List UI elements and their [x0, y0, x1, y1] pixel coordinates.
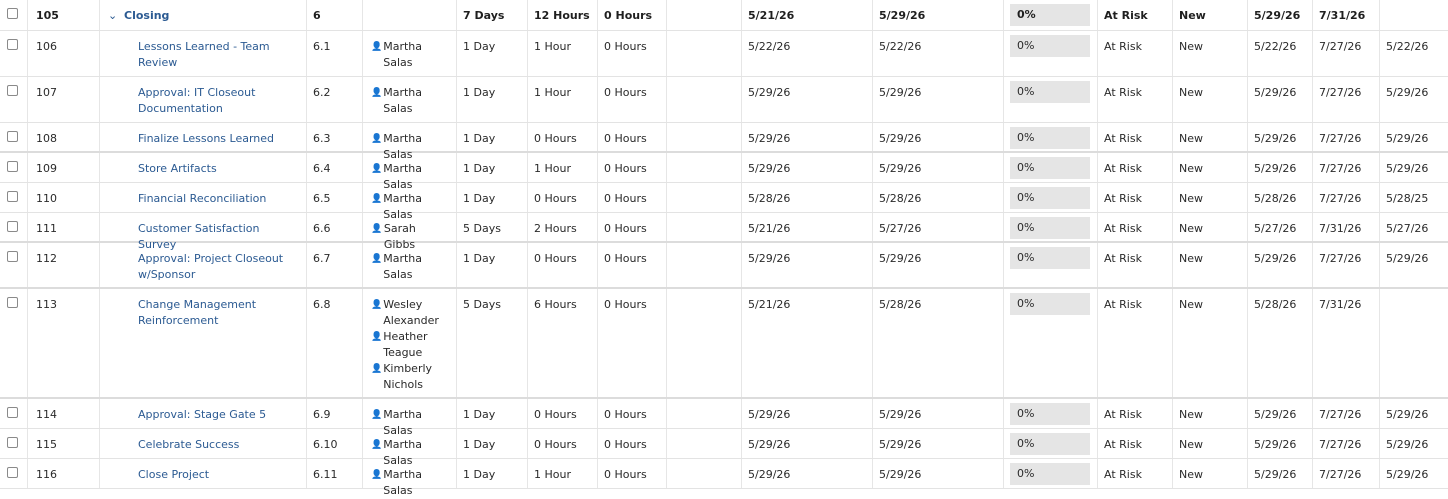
- wbs-number: 6.6: [307, 213, 363, 241]
- progress-cell[interactable]: [1004, 153, 1098, 182]
- status[interactable]: New: [1173, 399, 1248, 428]
- person-icon: 👤: [371, 134, 383, 144]
- duration[interactable]: 1 Day: [457, 243, 528, 287]
- finish-date[interactable]: 5/29/26: [873, 243, 1004, 287]
- status[interactable]: New: [1173, 77, 1248, 122]
- task-number: 107: [28, 77, 100, 122]
- assignee[interactable]: [371, 467, 450, 499]
- planned-start: 5/29/26: [1248, 123, 1313, 151]
- status[interactable]: New: [1173, 123, 1248, 151]
- duration[interactable]: 5 Days: [457, 213, 528, 241]
- start-date[interactable]: 5/29/26: [742, 77, 873, 122]
- chevron-down-icon[interactable]: ⌄: [108, 9, 118, 22]
- task-name-cell[interactable]: [100, 77, 307, 122]
- condition: At Risk: [1098, 77, 1173, 122]
- planned-hours[interactable]: 1 Hour: [528, 77, 598, 122]
- actual-hours[interactable]: 0 Hours: [598, 31, 667, 76]
- wbs-number: 6.4: [307, 153, 363, 182]
- row-checkbox[interactable]: [7, 39, 18, 50]
- finish-date[interactable]: 5/22/26: [873, 31, 1004, 76]
- progress-bar[interactable]: 0%: [1010, 157, 1090, 179]
- progress-bar[interactable]: 0%: [1010, 247, 1090, 269]
- assignee-name[interactable]: Wesley Alexander: [383, 298, 439, 327]
- start-date[interactable]: 5/29/26: [742, 459, 873, 488]
- task-name-cell[interactable]: [100, 459, 307, 488]
- table-row[interactable]: [0, 213, 1448, 251]
- assignee-name[interactable]: Martha Salas: [383, 468, 422, 497]
- actual-hours[interactable]: 0 Hours: [598, 289, 667, 397]
- finish-date[interactable]: 5/28/26: [873, 289, 1004, 397]
- assignee-name[interactable]: Heather Teague: [383, 330, 428, 359]
- actual-hours[interactable]: 0 Hours: [598, 399, 667, 428]
- planned-end: 7/27/26: [1313, 183, 1380, 212]
- assigned-to[interactable]: [363, 459, 457, 497]
- task-name-link[interactable]: Customer Satisfaction Survey: [138, 222, 260, 251]
- progress-cell[interactable]: [1004, 0, 1098, 30]
- duration[interactable]: 5 Days: [457, 289, 528, 397]
- finish-date[interactable]: 5/29/26: [873, 153, 1004, 182]
- assigned-to[interactable]: [363, 123, 457, 161]
- table-row[interactable]: [0, 31, 1448, 77]
- planned-hours[interactable]: 0 Hours: [528, 399, 598, 428]
- planned-hours[interactable]: 0 Hours: [528, 429, 598, 458]
- row-checkbox-cell[interactable]: [0, 153, 28, 182]
- assigned-to[interactable]: [363, 153, 457, 191]
- progress-cell[interactable]: [1004, 289, 1098, 397]
- start-date[interactable]: 5/29/26: [742, 429, 873, 458]
- planned-end: 7/27/26: [1313, 153, 1380, 182]
- progress-cell[interactable]: [1004, 399, 1098, 428]
- assigned-to[interactable]: [363, 213, 457, 251]
- row-checkbox-cell[interactable]: [0, 123, 28, 151]
- empty-column: [667, 153, 742, 182]
- person-icon: 👤: [371, 224, 383, 234]
- condition: At Risk: [1098, 31, 1173, 76]
- condition: At Risk: [1098, 243, 1173, 287]
- projected-date: 5/29/26: [1386, 162, 1429, 175]
- table-row[interactable]: [0, 429, 1448, 467]
- group-row[interactable]: [0, 0, 1448, 31]
- row-checkbox-cell[interactable]: [0, 213, 28, 241]
- table-row[interactable]: [0, 183, 1448, 221]
- task-name-link[interactable]: Approval: Stage Gate 5: [138, 408, 267, 421]
- status[interactable]: New: [1173, 429, 1248, 458]
- task-number: 110: [28, 183, 100, 212]
- empty-column: [667, 123, 742, 151]
- planned-end: 7/31/26: [1313, 213, 1380, 241]
- task-name-cell[interactable]: [100, 31, 307, 76]
- projected-date: 5/29/26: [1386, 86, 1429, 99]
- progress-bar[interactable]: 0%: [1010, 4, 1090, 26]
- finish-date[interactable]: 5/27/26: [873, 213, 1004, 241]
- planned-end: 7/27/26: [1313, 123, 1380, 151]
- planned-start: 5/22/26: [1248, 31, 1313, 76]
- person-icon: 👤: [371, 410, 383, 420]
- start-date[interactable]: 5/29/26: [742, 153, 873, 182]
- projected-date: 5/29/26: [1386, 468, 1429, 481]
- task-name-cell[interactable]: [100, 289, 307, 397]
- condition: At Risk: [1098, 289, 1173, 397]
- table-row[interactable]: [0, 123, 1448, 161]
- row-checkbox[interactable]: [7, 467, 18, 478]
- status[interactable]: New: [1173, 183, 1248, 212]
- duration[interactable]: 1 Day: [457, 429, 528, 458]
- row-checkbox[interactable]: [7, 161, 18, 172]
- empty-column: [667, 243, 742, 287]
- task-name-link[interactable]: Close Project: [138, 468, 210, 481]
- planned-hours[interactable]: 0 Hours: [528, 123, 598, 151]
- duration[interactable]: 1 Day: [457, 31, 528, 76]
- task-name-cell[interactable]: [100, 123, 307, 151]
- task-name-link[interactable]: Store Artifacts: [138, 162, 217, 175]
- task-number: 112: [28, 243, 100, 287]
- task-name-link[interactable]: Finalize Lessons Learned: [138, 132, 275, 145]
- progress-bar[interactable]: 0%: [1010, 293, 1090, 315]
- planned-end: 7/27/26: [1313, 399, 1380, 428]
- assignee[interactable]: [371, 251, 450, 283]
- person-icon: 👤: [371, 88, 383, 98]
- status[interactable]: New: [1173, 459, 1248, 488]
- start-date[interactable]: 5/29/26: [742, 243, 873, 287]
- row-checkbox[interactable]: [7, 85, 18, 96]
- duration[interactable]: 1 Day: [457, 459, 528, 488]
- empty-column: [667, 31, 742, 76]
- empty-column: [667, 77, 742, 122]
- finish-date[interactable]: 5/29/26: [873, 77, 1004, 122]
- empty-column: [667, 0, 742, 30]
- assignee-name[interactable]: Martha Salas: [383, 40, 422, 69]
- finish-date[interactable]: 5/29/26: [873, 429, 1004, 458]
- planned-start: 5/29/26: [1248, 459, 1313, 488]
- task-number: 115: [28, 429, 100, 458]
- actual-hours[interactable]: 0 Hours: [598, 243, 667, 287]
- row-checkbox-cell[interactable]: [0, 77, 28, 122]
- planned-end: 7/27/26: [1313, 429, 1380, 458]
- assignee[interactable]: [371, 361, 450, 393]
- actual-hours[interactable]: 0 Hours: [598, 77, 667, 122]
- assigned-to[interactable]: [363, 243, 457, 287]
- assigned-to[interactable]: [363, 183, 457, 221]
- wbs-number: 6.5: [307, 183, 363, 212]
- planned-start: 5/29/26: [1248, 0, 1313, 30]
- finish-date[interactable]: 5/29/26: [873, 0, 1004, 30]
- planned-hours[interactable]: 2 Hours: [528, 213, 598, 241]
- person-icon: 👤: [371, 42, 383, 52]
- task-name-cell[interactable]: [100, 183, 307, 212]
- duration[interactable]: 1 Day: [457, 123, 528, 151]
- row-checkbox-cell[interactable]: [0, 31, 28, 76]
- person-icon: 👤: [371, 470, 383, 480]
- wbs-number: 6.1: [307, 31, 363, 76]
- wbs-number: 6.8: [307, 289, 363, 397]
- assignee[interactable]: [371, 39, 450, 71]
- planned-end: 7/27/26: [1313, 243, 1380, 287]
- start-date[interactable]: 5/29/26: [742, 123, 873, 151]
- assignee-name[interactable]: Kimberly Nichols: [383, 362, 433, 391]
- progress-cell[interactable]: [1004, 31, 1098, 76]
- wbs-number: 6.7: [307, 243, 363, 287]
- task-number: 108: [28, 123, 100, 151]
- task-name-cell[interactable]: [100, 213, 307, 251]
- row-checkbox[interactable]: [7, 251, 18, 262]
- row-checkbox-cell[interactable]: [0, 0, 28, 30]
- row-checkbox[interactable]: [7, 221, 18, 232]
- task-number: 109: [28, 153, 100, 182]
- assignee-name[interactable]: Martha Salas: [383, 438, 422, 467]
- person-icon: 👤: [371, 332, 383, 342]
- progress-cell[interactable]: [1004, 243, 1098, 287]
- condition: At Risk: [1098, 399, 1173, 428]
- planned-end: 7/27/26: [1313, 31, 1380, 76]
- planned-end: 7/31/26: [1313, 289, 1380, 397]
- wbs-number: 6: [307, 0, 363, 30]
- progress-cell[interactable]: [1004, 459, 1098, 488]
- condition: At Risk: [1098, 213, 1173, 241]
- status[interactable]: New: [1173, 0, 1248, 30]
- progress-bar[interactable]: 0%: [1010, 403, 1090, 425]
- task-name-link[interactable]: Approval: IT Closeout Documentation: [138, 86, 256, 115]
- planned-start: 5/28/26: [1248, 183, 1313, 212]
- table-row[interactable]: [0, 289, 1448, 399]
- table-row[interactable]: [0, 153, 1448, 191]
- assignee-name[interactable]: Martha Salas: [383, 192, 422, 221]
- person-icon: 👤: [371, 364, 383, 374]
- progress-bar[interactable]: 0%: [1010, 127, 1090, 149]
- planned-hours[interactable]: 0 Hours: [528, 183, 598, 212]
- progress-bar[interactable]: 0%: [1010, 463, 1090, 485]
- task-name-link[interactable]: Lessons Learned - Team Review: [138, 40, 270, 69]
- row-checkbox-cell[interactable]: [0, 429, 28, 458]
- planned-start: 5/29/26: [1248, 399, 1313, 428]
- empty-column: [667, 429, 742, 458]
- duration[interactable]: 1 Day: [457, 183, 528, 212]
- task-name-cell[interactable]: [100, 399, 307, 428]
- empty-column: [667, 399, 742, 428]
- task-number: 113: [28, 289, 100, 397]
- start-date[interactable]: 5/21/26: [742, 213, 873, 241]
- duration[interactable]: 1 Day: [457, 399, 528, 428]
- projected-date: 5/27/26: [1386, 222, 1429, 235]
- task-number: 105: [28, 0, 100, 30]
- progress-cell[interactable]: [1004, 77, 1098, 122]
- projected-date: 5/29/26: [1386, 132, 1429, 145]
- projected-date: 5/29/26: [1386, 252, 1429, 265]
- planned-start: 5/27/26: [1248, 213, 1313, 241]
- start-date[interactable]: 5/28/26: [742, 183, 873, 212]
- progress-cell[interactable]: [1004, 429, 1098, 458]
- row-checkbox[interactable]: [7, 131, 18, 142]
- condition: At Risk: [1098, 429, 1173, 458]
- actual-hours[interactable]: 0 Hours: [598, 0, 667, 30]
- projected-date: 5/29/26: [1386, 408, 1429, 421]
- task-name-link[interactable]: Financial Reconciliation: [138, 192, 267, 205]
- assignee[interactable]: [371, 329, 450, 361]
- condition: At Risk: [1098, 459, 1173, 488]
- assigned-to[interactable]: [363, 31, 457, 76]
- finish-date[interactable]: 5/29/26: [873, 399, 1004, 428]
- planned-start: 5/29/26: [1248, 153, 1313, 182]
- status[interactable]: New: [1173, 31, 1248, 76]
- assignee-name[interactable]: Sarah Gibbs: [383, 222, 416, 251]
- assigned-to[interactable]: [363, 77, 457, 122]
- table-row[interactable]: [0, 459, 1448, 497]
- duration[interactable]: 1 Day: [457, 153, 528, 182]
- empty-column: [667, 459, 742, 488]
- planned-start: 5/28/26: [1248, 289, 1313, 397]
- wbs-number: 6.11: [307, 459, 363, 488]
- condition: At Risk: [1098, 183, 1173, 212]
- finish-date[interactable]: 5/29/26: [873, 459, 1004, 488]
- actual-hours[interactable]: 0 Hours: [598, 429, 667, 458]
- task-name-cell[interactable]: [100, 153, 307, 182]
- task-number: 111: [28, 213, 100, 241]
- planned-hours[interactable]: 6 Hours: [528, 289, 598, 397]
- condition: At Risk: [1098, 0, 1173, 30]
- assignee-name[interactable]: Martha Salas: [383, 132, 422, 161]
- row-checkbox-cell[interactable]: [0, 243, 28, 287]
- task-name-link[interactable]: Celebrate Success: [138, 438, 240, 451]
- assignee[interactable]: [371, 85, 450, 117]
- task-number: 106: [28, 31, 100, 76]
- projected-date: 5/22/26: [1386, 40, 1429, 53]
- task-name-cell[interactable]: [100, 429, 307, 458]
- projected-date: [1380, 289, 1448, 397]
- planned-start: 5/29/26: [1248, 243, 1313, 287]
- planned-hours[interactable]: 0 Hours: [528, 243, 598, 287]
- progress-bar[interactable]: 0%: [1010, 81, 1090, 103]
- progress-bar[interactable]: 0%: [1010, 433, 1090, 455]
- task-name-link[interactable]: Approval: Project Closeout w/Sponsor: [138, 252, 284, 281]
- status[interactable]: New: [1173, 213, 1248, 241]
- assigned-to[interactable]: [363, 399, 457, 437]
- start-date[interactable]: 5/22/26: [742, 31, 873, 76]
- task-number: 116: [28, 459, 100, 488]
- row-checkbox-cell[interactable]: [0, 399, 28, 428]
- row-checkbox-cell[interactable]: [0, 459, 28, 488]
- assignee-name[interactable]: Martha Salas: [383, 162, 422, 191]
- row-checkbox[interactable]: [7, 297, 18, 308]
- condition: At Risk: [1098, 123, 1173, 151]
- status[interactable]: New: [1173, 289, 1248, 397]
- task-number: 114: [28, 399, 100, 428]
- start-date[interactable]: 5/21/26: [742, 289, 873, 397]
- person-icon: 👤: [371, 254, 383, 264]
- table-row[interactable]: [0, 399, 1448, 437]
- table-row[interactable]: [0, 77, 1448, 123]
- person-icon: 👤: [371, 300, 383, 310]
- wbs-number: 6.2: [307, 77, 363, 122]
- actual-hours[interactable]: 0 Hours: [598, 183, 667, 212]
- progress-cell[interactable]: [1004, 213, 1098, 241]
- progress-bar[interactable]: 0%: [1010, 187, 1090, 209]
- planned-end: 7/27/26: [1313, 77, 1380, 122]
- projected-date: 5/28/25: [1386, 192, 1429, 205]
- row-checkbox[interactable]: [7, 8, 18, 19]
- duration[interactable]: 7 Days: [457, 0, 528, 30]
- assignee-name[interactable]: Martha Salas: [383, 408, 422, 437]
- progress-bar[interactable]: 0%: [1010, 35, 1090, 57]
- row-checkbox[interactable]: [7, 407, 18, 418]
- wbs-number: 6.9: [307, 399, 363, 428]
- finish-date[interactable]: 5/28/26: [873, 183, 1004, 212]
- planned-end: 7/31/26: [1313, 0, 1380, 30]
- assigned-to[interactable]: [363, 429, 457, 467]
- row-checkbox[interactable]: [7, 191, 18, 202]
- person-icon: 👤: [371, 194, 383, 204]
- task-name-cell[interactable]: [100, 243, 307, 287]
- actual-hours[interactable]: 0 Hours: [598, 213, 667, 241]
- projected-date: [1380, 0, 1448, 30]
- planned-hours[interactable]: 1 Hour: [528, 31, 598, 76]
- task-name-cell[interactable]: [100, 0, 307, 30]
- actual-hours[interactable]: 0 Hours: [598, 459, 667, 488]
- planned-hours[interactable]: 12 Hours: [528, 0, 598, 30]
- progress-cell[interactable]: [1004, 183, 1098, 212]
- duration[interactable]: 1 Day: [457, 77, 528, 122]
- row-checkbox-cell[interactable]: [0, 183, 28, 212]
- wbs-number: 6.3: [307, 123, 363, 151]
- finish-date[interactable]: 5/29/26: [873, 123, 1004, 151]
- condition: At Risk: [1098, 153, 1173, 182]
- status[interactable]: New: [1173, 153, 1248, 182]
- assignee[interactable]: [371, 297, 450, 329]
- assignee-name[interactable]: Martha Salas: [383, 86, 422, 115]
- planned-start: 5/29/26: [1248, 77, 1313, 122]
- start-date[interactable]: 5/29/26: [742, 399, 873, 428]
- row-checkbox[interactable]: [7, 437, 18, 448]
- actual-hours[interactable]: 0 Hours: [598, 153, 667, 182]
- assigned-to[interactable]: [363, 289, 457, 397]
- planned-hours[interactable]: 1 Hour: [528, 153, 598, 182]
- planned-end: 7/27/26: [1313, 459, 1380, 488]
- task-name-link[interactable]: Closing: [124, 9, 170, 22]
- planned-hours[interactable]: 1 Hour: [528, 459, 598, 488]
- status[interactable]: New: [1173, 243, 1248, 287]
- wbs-number: 6.10: [307, 429, 363, 458]
- person-icon: 👤: [371, 164, 383, 174]
- projected-date: 5/29/26: [1386, 438, 1429, 451]
- start-date[interactable]: 5/21/26: [742, 0, 873, 30]
- progress-bar[interactable]: 0%: [1010, 217, 1090, 239]
- planned-start: 5/29/26: [1248, 429, 1313, 458]
- person-icon: 👤: [371, 440, 383, 450]
- task-name-link[interactable]: Change Management Reinforcement: [138, 298, 257, 327]
- actual-hours[interactable]: 0 Hours: [598, 123, 667, 151]
- assigned-to[interactable]: [363, 0, 457, 30]
- empty-column: [667, 289, 742, 397]
- empty-column: [667, 213, 742, 241]
- empty-column: [667, 183, 742, 212]
- row-checkbox-cell[interactable]: [0, 289, 28, 397]
- table-row[interactable]: [0, 243, 1448, 289]
- assignee-name[interactable]: Martha Salas: [383, 252, 422, 281]
- progress-cell[interactable]: [1004, 123, 1098, 151]
